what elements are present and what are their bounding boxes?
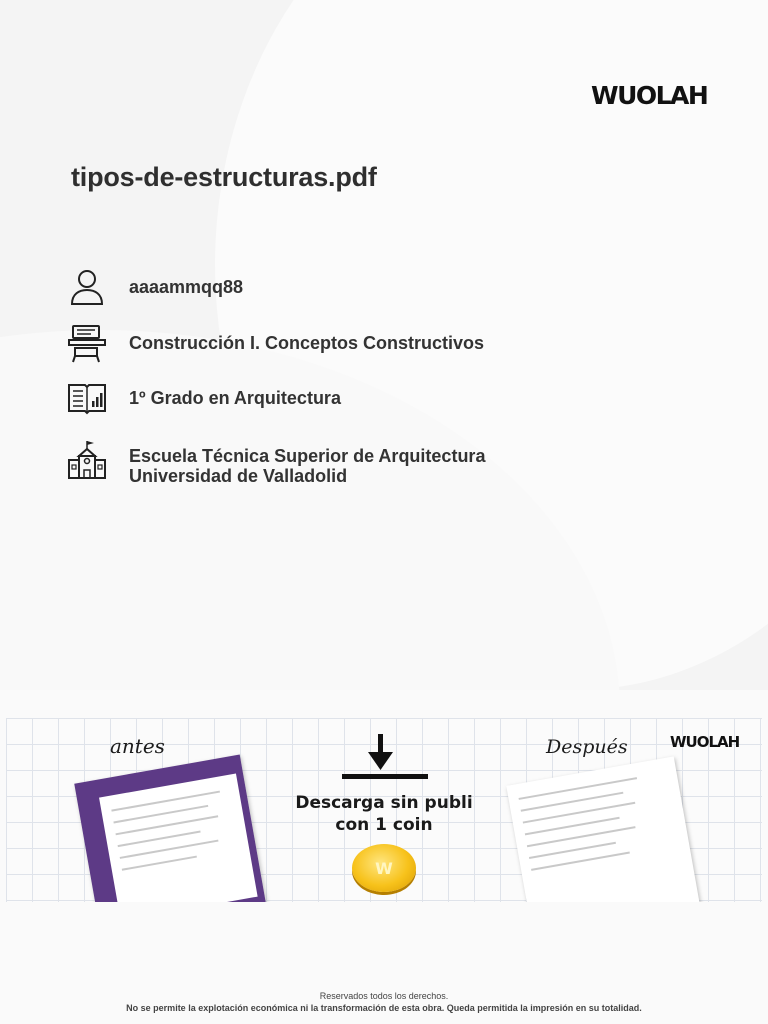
username: aaaammqq88: [129, 277, 244, 297]
open-book-icon: [66, 378, 108, 418]
text-line: [122, 856, 197, 871]
wuolah-logo[interactable]: WUOLAH: [591, 81, 708, 110]
info-row-degree: [66, 378, 341, 418]
document-title: tipos-de-estructuras.pdf: [71, 162, 377, 192]
text-line: [519, 777, 638, 800]
footer-line2: No se permite la explotación económica ni la transformación de esta obra. Queda permitida la impresión en su totalidad.: [126, 1003, 642, 1013]
coin-icon: [352, 844, 416, 892]
clean-document-preview: [506, 756, 699, 902]
banner-wuolah-logo: WUOLAH: [670, 733, 740, 751]
after-label: Después: [546, 736, 628, 758]
user-icon: [66, 267, 108, 307]
school-name-line2: Universidad de Valladolid: [129, 466, 348, 486]
footer-line1: Reservados todos los derechos.: [319, 991, 449, 1001]
subject-name: Construcción I. Conceptos Constructivos: [129, 333, 485, 353]
school-building-icon: [66, 440, 108, 480]
cta-line2: con 1 coin: [335, 815, 433, 835]
ad-document-preview: [74, 755, 265, 902]
text-line: [523, 802, 636, 824]
download-arrow-icon: [340, 732, 430, 788]
info-row-user: [66, 267, 243, 307]
info-row-subject: [66, 323, 484, 363]
school-name-line1: Escuela Técnica Superior de Arquitectura: [129, 446, 486, 466]
degree-name: 1º Grado en Arquitectura: [129, 388, 341, 408]
promo-banner[interactable]: [6, 718, 762, 902]
download-cta: [276, 792, 492, 836]
school-desk-icon: [66, 323, 108, 363]
coin-letter: W: [375, 858, 393, 878]
info-row-school: [66, 440, 485, 486]
copyright-footer: [0, 990, 768, 1014]
school-name: [129, 446, 485, 486]
before-label: antes: [110, 734, 165, 758]
text-line: [111, 791, 220, 812]
cta-line1: Descarga sin publi: [295, 793, 473, 813]
